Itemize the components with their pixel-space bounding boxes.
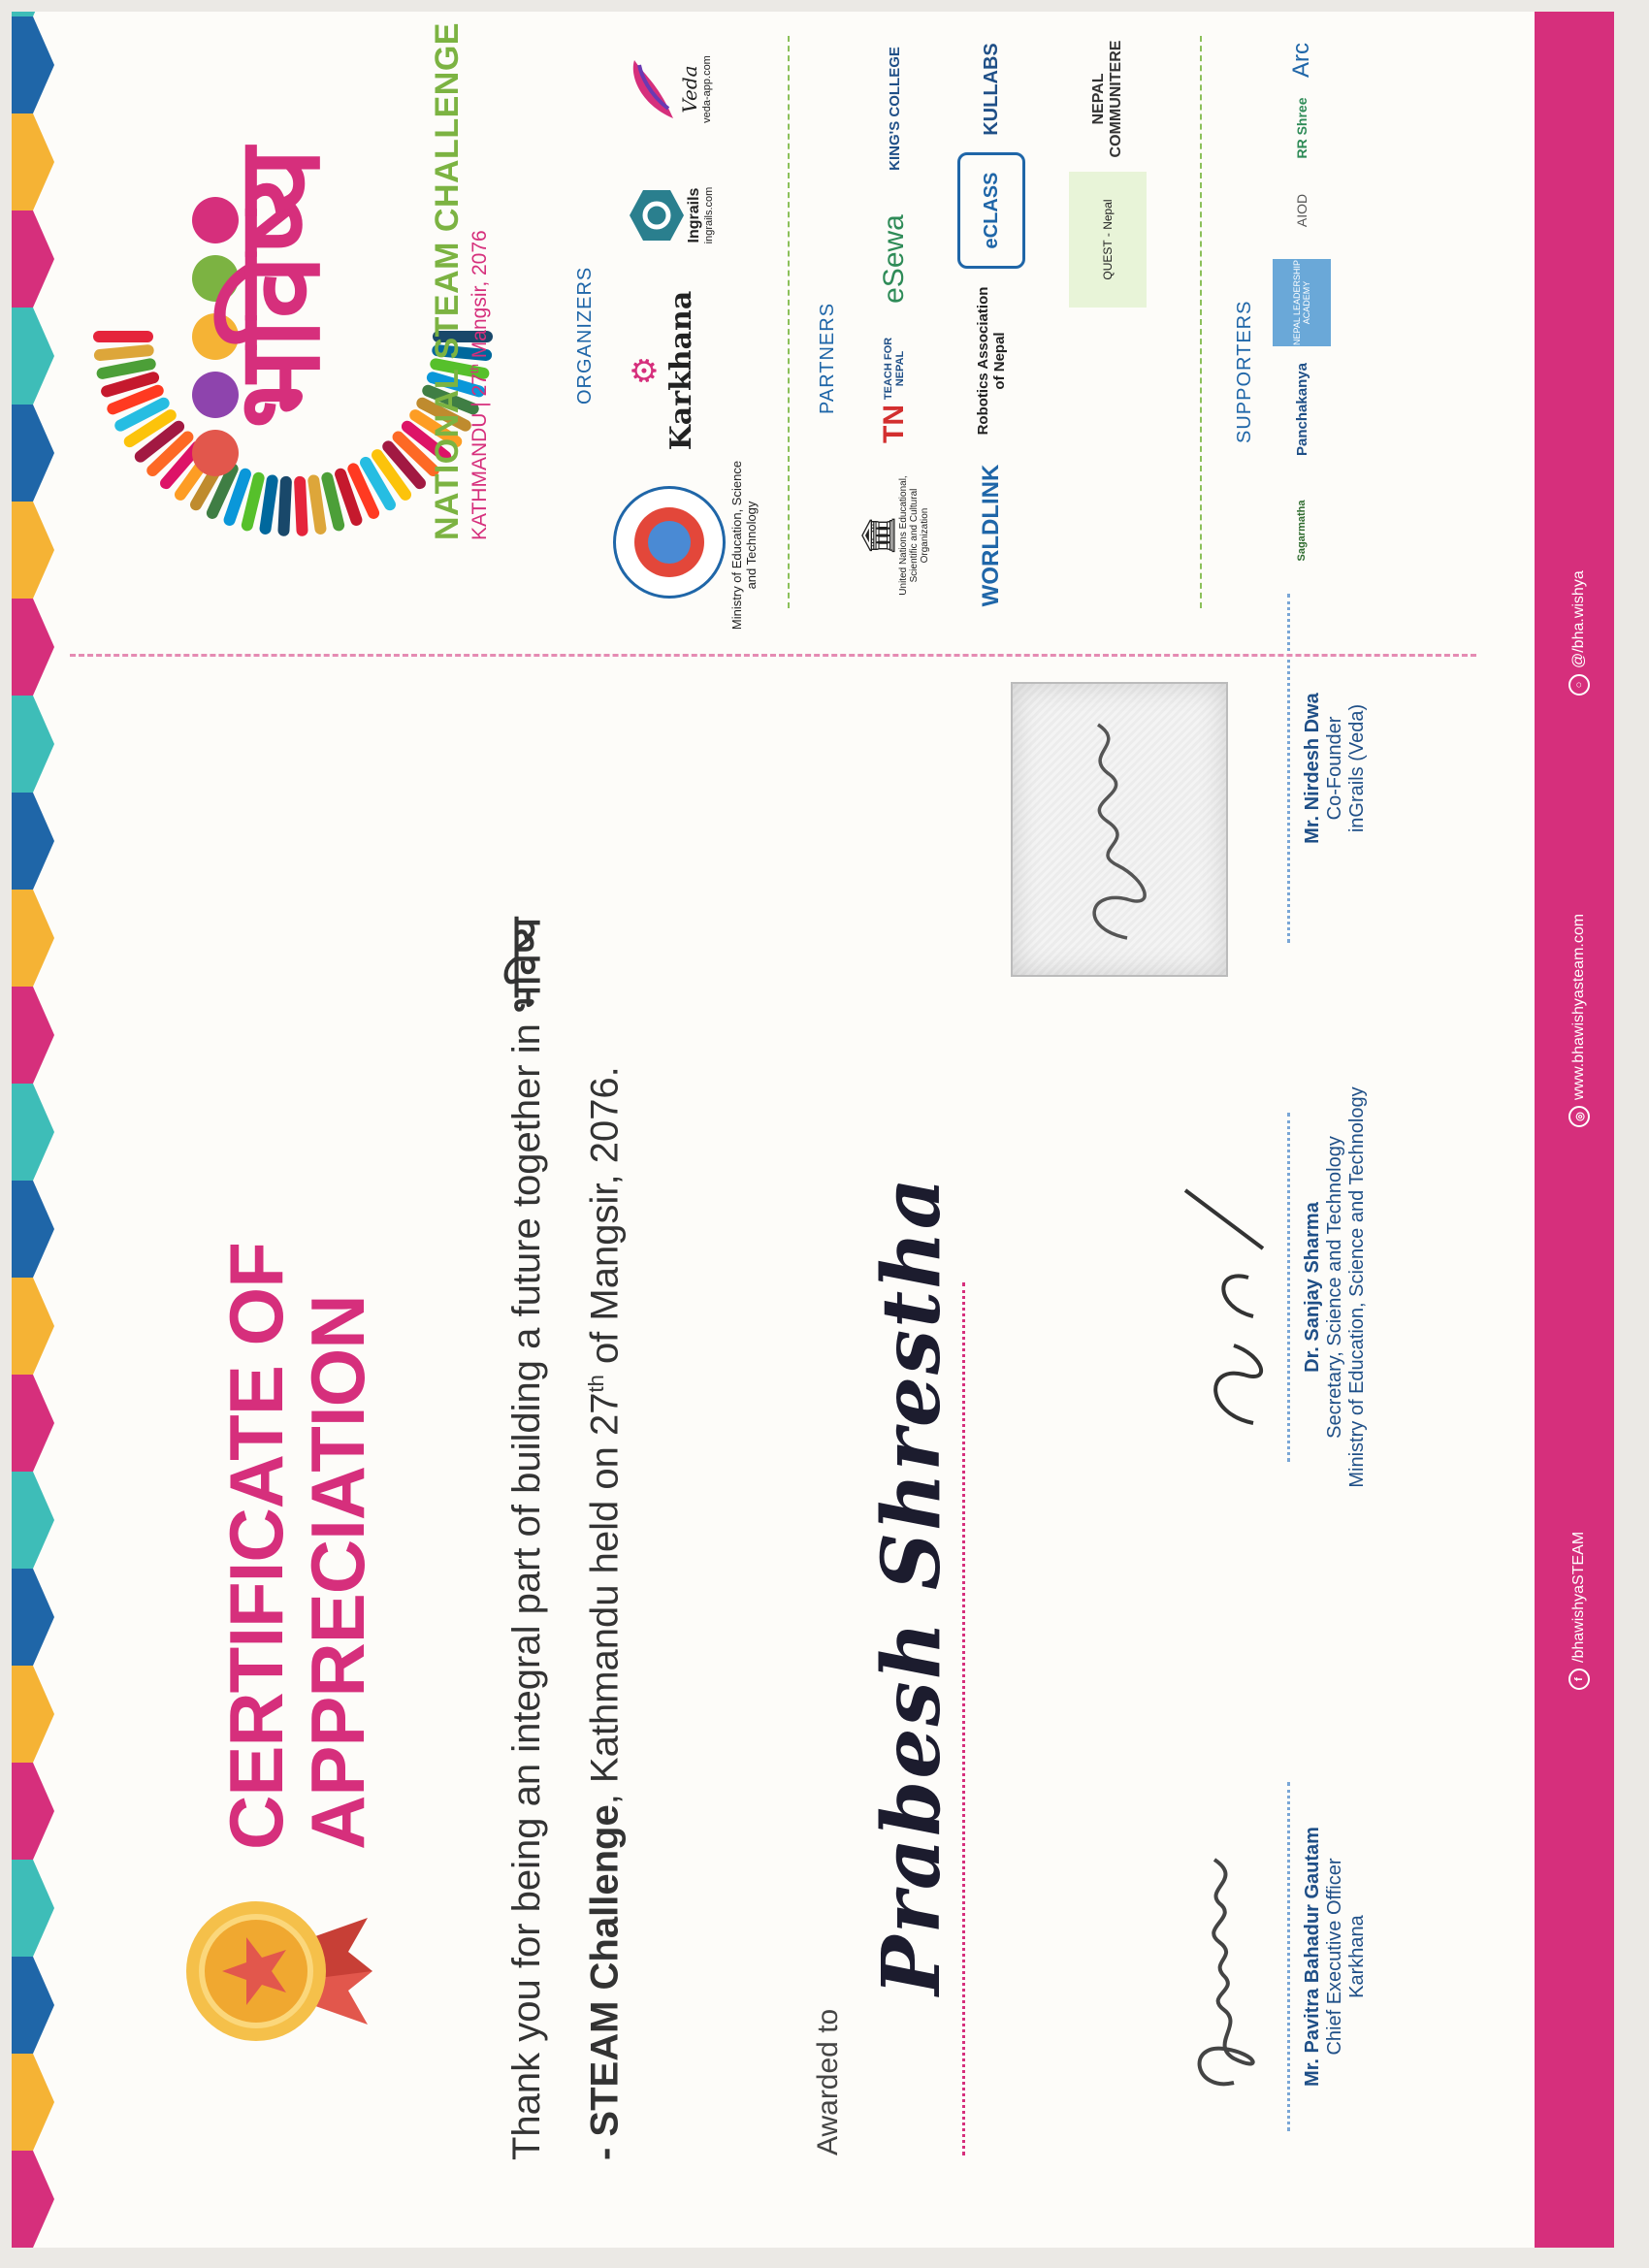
nepal-leadership-academy-logo: NEPAL LEADERSHIP ACADEMY (1273, 259, 1331, 346)
teach-for-nepal-logo: TN TEACH FOR NEPAL (878, 337, 910, 443)
arc-segment (283, 482, 285, 531)
website-link[interactable]: ◎ www.bhawishyasteam.com (1568, 914, 1590, 1127)
certificate-paper (12, 12, 1614, 2248)
signature-2 (1166, 1161, 1282, 1452)
instagram-handle[interactable]: ○ @/bha.wishya (1568, 570, 1590, 696)
kullabs-logo: KULLABS (980, 43, 1002, 136)
partners-divider (1200, 36, 1202, 608)
ministry-name: Ministry of Education, Science and Technology (729, 460, 759, 631)
arc-segment (300, 482, 302, 531)
unesco-temple-icon: 🏛 (859, 514, 897, 557)
esewa-logo: eSewa (878, 214, 910, 304)
kings-college-logo: KING'S COLLEGE (886, 47, 903, 171)
decorative-triangle-band (12, 12, 58, 2248)
quest-nepal-logo: QUEST - Nepal (1069, 172, 1147, 308)
footer-band (1535, 12, 1614, 2248)
globe-icon: ◎ (1568, 1106, 1590, 1127)
instagram-icon: ○ (1568, 674, 1590, 696)
organizers-divider (788, 36, 790, 608)
signature-line-1 (1287, 1782, 1290, 2131)
karkhana-gear-icon: ⚙ (626, 355, 663, 386)
arc-segment (327, 478, 339, 526)
facebook-icon: f (1568, 1669, 1590, 1690)
signature-3 (1050, 705, 1195, 957)
awarded-to-label: Awarded to (812, 2008, 844, 2155)
signatory-2: Dr. Sanjay Sharma Secretary, Science and Technology Ministry of Education, Science and Technology (1302, 1086, 1368, 1488)
vertical-divider (70, 654, 1476, 657)
worldlink-logo: WORLDLINK (978, 464, 1004, 607)
unesco-logo: 🏛 United Nations Educational, Scientific and Cultural Organization (859, 475, 930, 596)
partners-label: PARTNERS (817, 302, 838, 414)
nepal-communitere-logo: NEPAL COMMUNITERE (1090, 40, 1124, 158)
supporters-label: SUPPORTERS (1234, 300, 1255, 443)
event-title: NATIONAL STEAM CHALLENGE (429, 22, 466, 540)
panchakanya-logo: Panchakanya (1293, 363, 1310, 456)
signatory-1: Mr. Pavitra Bahadur Gautam Chief Executive Officer Karkhana (1302, 1827, 1368, 2087)
signature-line-2 (1287, 1113, 1290, 1462)
ingrails-logo: Ingrails ingrails.com (618, 162, 725, 269)
steam-discipline-icon (192, 430, 239, 476)
organizers-label: ORGANIZERS (574, 266, 596, 405)
brand-wordmark: भविष्य (211, 147, 345, 429)
robotics-association-logo: Robotics Association of Nepal (975, 286, 1008, 436)
arc-segment (247, 478, 259, 526)
signature-1 (1166, 1811, 1282, 2102)
certificate-title: CERTIFICATE OF APPRECIATION (213, 1243, 380, 1850)
facebook-handle[interactable]: f /bhawishyaSTEAM (1568, 1532, 1590, 1690)
certificate (12, 12, 1614, 2248)
ingrails-hex-icon (628, 186, 686, 244)
veda-feather-icon (630, 55, 678, 123)
medal-icon (178, 1879, 372, 2063)
aiod-logo: AIOD (1294, 193, 1310, 228)
name-underline (962, 1282, 965, 2155)
sagarmatha-logo: Sagarmatha (1296, 500, 1308, 562)
awardee-name: Prabesh Shrestha (865, 1176, 958, 1995)
arc-logo: Arc (1288, 43, 1314, 78)
appreciation-message: Thank you for being an integral part of building a future together in भविष्य - STEAM Challenge, Kathmandu held on 27th of Mangsir, 2076. (505, 917, 627, 2160)
arc-segment (266, 480, 273, 528)
karkhana-logo: ⚙ Karkhana (626, 290, 698, 451)
event-date: KATHMANDU | 27th Mangsir, 2076 (468, 230, 491, 540)
rr-shree-logo: RR Shree (1294, 97, 1310, 159)
ministry-emblem (613, 486, 726, 599)
eclass-logo: eCLASS (957, 152, 1025, 269)
signature-line-3 (1287, 594, 1290, 943)
arc-segment (100, 350, 148, 355)
veda-logo: Veda veda-app.com (618, 36, 725, 143)
arc-segment (103, 364, 150, 373)
signatory-3: Mr. Nirdesh Dwa Co-Founder inGrails (Veda) (1302, 693, 1368, 844)
arc-segment (313, 480, 320, 528)
